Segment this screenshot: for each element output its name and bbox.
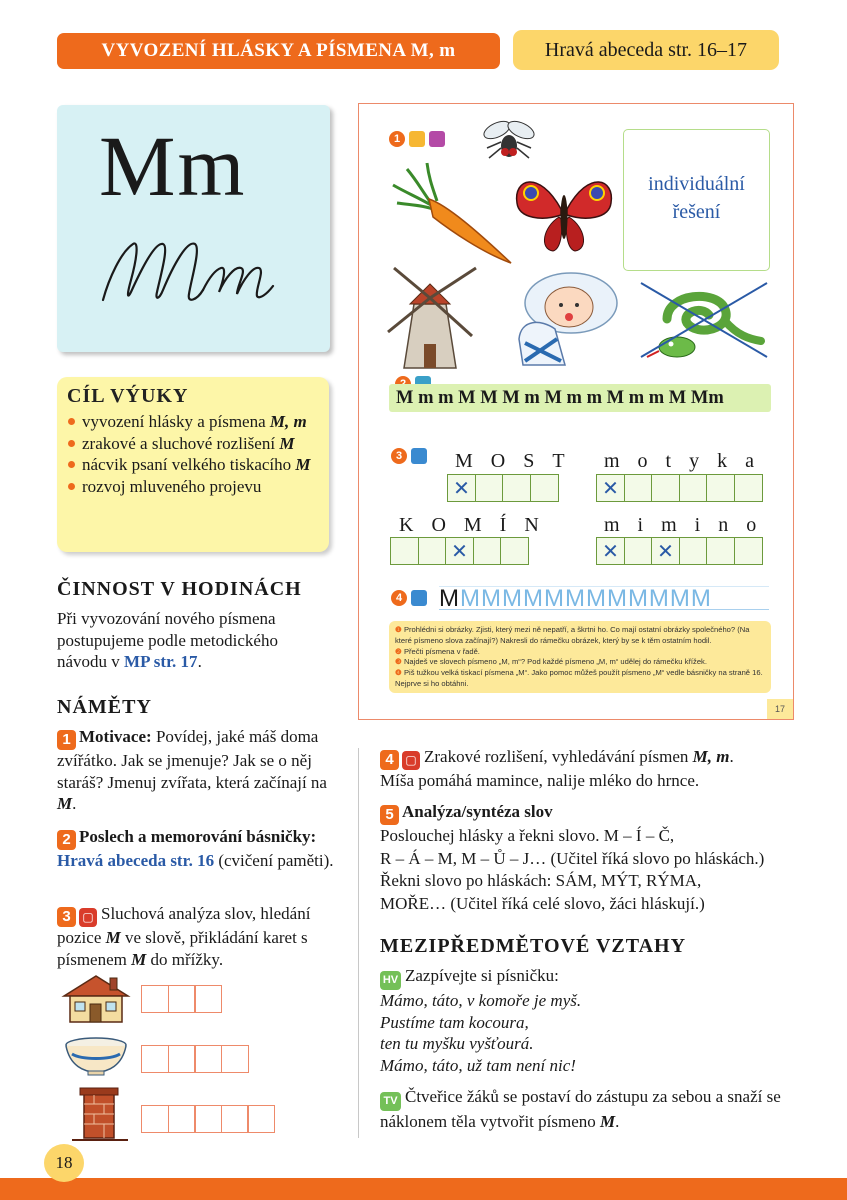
grid-cell[interactable] [141,985,169,1013]
grid-cell[interactable]: ✕ [447,474,476,502]
grid-cell[interactable] [168,1105,196,1133]
textbook-reference: Hravá abeceda str. 16–17 [513,30,779,70]
goals-list [67,411,319,497]
grid-cell[interactable]: ✕ [651,537,680,565]
lightbulb-icon [409,131,425,147]
baby-icon [511,269,621,369]
goal-item: rozvoj mluveného projevu [67,476,319,498]
grid-cell[interactable] [221,1105,249,1133]
letter-grid-house [141,985,221,1013]
letter-card [57,105,330,352]
cards-icon: ▢ [402,751,420,770]
cards-icon: ▢ [79,908,97,927]
page-number: 18 [44,1144,84,1182]
pencil-icon [411,448,427,464]
tv-tag: TV [380,1092,401,1111]
grid-cell[interactable] [418,537,447,565]
instruction-line: ❹ Piš tužkou velká tiskací písmena „M“. Jako pomoc můžeš použít písmeno „M“ vedle básničky na straně 16. Nejprve si ho obtáhni. [395,668,763,688]
hv-tag: HV [380,971,401,990]
grid-cell[interactable] [221,1045,249,1073]
music-activity: HV Zazpívejte si písničku: Mámo, táto, v komoře je myš. Pustíme tam kocoura, ten tu myšku vyšťourá. Mámo, táto, už tam není nic! [380,966,582,1075]
grid-cell[interactable] [624,474,653,502]
pencil-icon [411,590,427,606]
activity-title: ČINNOST V HODINÁCH [57,578,302,600]
goal-item: vyvození hlásky a písmena M, m [67,411,319,433]
grid-cell[interactable] [475,474,504,502]
hrava-abeceda-link: Hravá abeceda str. 16 [57,851,215,870]
learning-goals-box [57,377,329,552]
letter-grid-chimney [141,1105,274,1133]
crossed-snake-icon [637,279,772,364]
grid-cell[interactable]: ✕ [445,537,474,565]
grid-cell[interactable] [141,1045,169,1073]
grid-cell[interactable]: ✕ [596,537,625,565]
house-icon [60,972,132,1026]
grid-cell[interactable] [734,474,763,502]
tracing-row[interactable]: MMMMMMMMMMMMM [439,586,769,610]
grid-cell[interactable] [141,1105,169,1133]
grid-cell[interactable] [679,537,708,565]
crayon-icon [429,131,445,147]
activity-text: Při vyvozování nového písmena postupujeme podle metodického návodu v MP str. 17. [57,609,278,671]
number-badge: 2 [57,830,76,850]
number-badge: 1 [57,730,76,750]
word-most: MOST [455,450,583,472]
workbook-page-preview [358,103,794,720]
bowl-icon [62,1036,130,1078]
grid-cell[interactable] [502,474,531,502]
chimney-icon [70,1086,130,1142]
printed-letters: Mm [99,118,247,214]
grid-cell[interactable] [390,537,419,565]
number-badge: 4 [380,750,399,770]
letter-row: M m m M M M m M m m M m m M Mm [389,384,771,412]
grid-cell[interactable] [194,985,222,1013]
goal-item: nácvik psaní velkého tiskacího M [67,454,319,476]
cursive-letters [97,230,297,310]
workbook-page-number: 17 [767,699,793,719]
pe-activity: TV Čtveřice žáků se postaví do zástupu za sebou a snaží se náklonem těla vytvořit písmeno M. [380,1087,781,1131]
grid-cell[interactable] [168,1045,196,1073]
instruction-line: ❷ Přečti písmena v řadě. [395,646,480,656]
grid-cell[interactable] [247,1105,275,1133]
ideas-title: NÁMĚTY [57,696,152,718]
idea-5: 5 Analýza/syntéza slov Poslouchej hlásky a řekni slovo. M – Í – Č, R – Á – M, M – Ů – J… (Učitel říká slovo po hláskách.) Řekni slovo po hláskách: SÁM, MÝT, RÝMA, MOŘE… (Učitel říká celé slovo, žáci hláskují.) [380,802,765,913]
cross-grid [596,474,761,502]
exercise-number: 4 [391,590,407,606]
column-divider [358,748,359,1138]
number-badge: 5 [380,805,399,825]
cross-grid [390,537,528,565]
grid-cell[interactable] [194,1105,222,1133]
instruction-line: ❶ Prohlédni si obrázky. Zjisti, který mezi ně nepatří, a škrtni ho. Co mají ostatní obrázky společného? (Na které písmeno slova začínají?) Nakresli do rámečku obrázek, který by se k těm ostatním hodil. [395,625,750,645]
idea-1: 1 Motivace: Povídej, jaké máš doma zvířátko. Jak se jmenuje? Jak se o něj staráš? Jmenuj zvířata, která začínají na M. [57,727,327,813]
instruction-line: ❸ Najdeš ve slovech písmeno „M, m“? Pod každé písmeno „M, m“ udělej do rámečku křížek. [395,657,707,667]
exercise-number: 3 [391,448,407,464]
mp-link: MP str. 17 [124,652,198,671]
cross-curricular-title: MEZIPŘEDMĚTOVÉ VZTAHY [380,935,687,957]
grid-cell[interactable] [624,537,653,565]
idea-4: 4 ▢ Zrakové rozlišení, vyhledávání písmen M, m. Míša pomáhá mamince, nalije mléko do hrnce. [380,747,734,790]
grid-cell[interactable] [530,474,559,502]
grid-cell[interactable] [734,537,763,565]
word-motyka: motyka [604,450,772,472]
grid-cell[interactable] [168,985,196,1013]
grid-cell[interactable] [651,474,680,502]
cross-grid [447,474,557,502]
butterfly-icon [509,169,619,259]
letter-grid-bowl [141,1045,247,1073]
drawing-frame[interactable]: individuální řešení [623,129,770,271]
grid-cell[interactable] [500,537,529,565]
grid-cell[interactable]: ✕ [596,474,625,502]
word-mimino: mimino [604,514,775,536]
grid-cell[interactable] [473,537,502,565]
number-badge: 3 [57,907,76,927]
goal-item: zrakové a sluchové rozlišení M [67,433,319,455]
exercise-number: 1 [389,131,405,147]
cross-grid [596,537,761,565]
grid-cell[interactable] [706,474,735,502]
idea-2: 2 Poslech a memorování básničky: Hravá abeceda str. 16 (cvičení paměti). [57,827,334,870]
word-komin: KOMÍN [399,514,557,536]
footer-bar [0,1178,847,1200]
windmill-icon [384,264,484,374]
grid-cell[interactable] [194,1045,222,1073]
instructions-box [389,621,771,693]
idea-3: 3 ▢ Sluchová analýza slov, hledání pozice M ve slově, přikládání karet s písmenem M do mřížky. [57,904,311,969]
goals-title: CÍL VÝUKY [67,385,189,407]
grid-cell[interactable] [706,537,735,565]
chapter-title: VYVOZENÍ HLÁSKY A PÍSMENA M, m [57,33,500,69]
grid-cell[interactable] [679,474,708,502]
carrot-icon [387,159,517,269]
